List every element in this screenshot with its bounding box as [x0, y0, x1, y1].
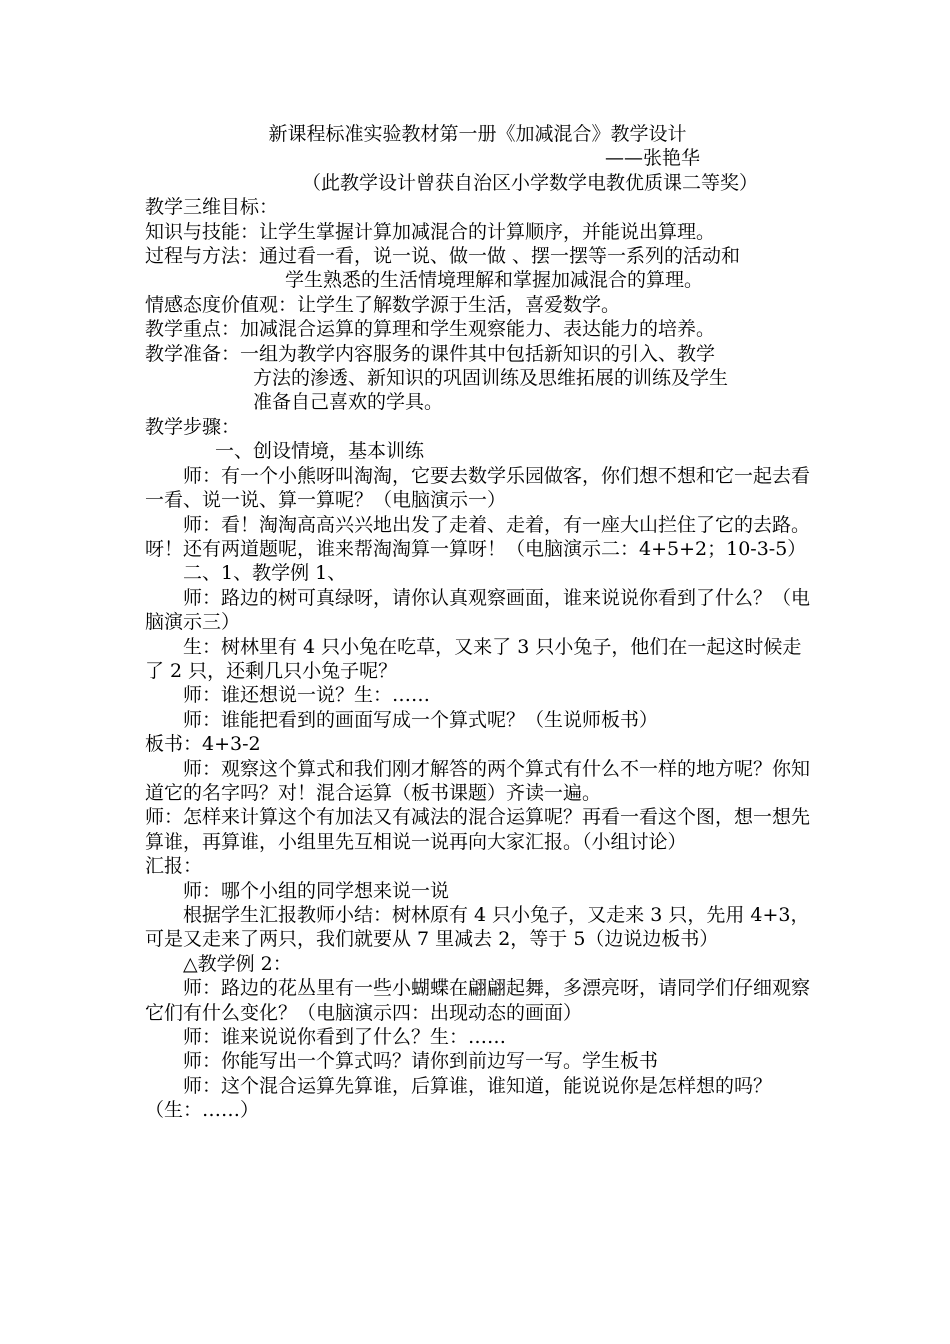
paragraph-9: 师：哪个小组的同学想来说一说	[183, 879, 450, 902]
steps-heading: 教学步骤：	[145, 415, 241, 438]
goal-emotion: 情感态度价值观：让学生了解数学源于生活，喜爱数学。	[145, 293, 621, 316]
paragraph-11: 师：路边的花丛里有一些小蝴蝶在翩翩起舞，多漂亮呀，请同学们仔细观察它们有什么变化？（电脑演示四：出现动态的画面）	[145, 977, 811, 1024]
paragraph-12: 师：谁来说说你看到了什么？生：……	[183, 1026, 507, 1049]
paragraph-13: 师：你能写出一个算式吗？请你到前边写一写。学生板书	[183, 1050, 659, 1073]
paragraph-6: 师：谁能把看到的画面写成一个算式呢？（生说师板书）	[183, 708, 659, 731]
paragraph-8: 师：怎样来计算这个有加法又有减法的混合运算呢？再看一看这个图，想一想先算谁，再算谁，小组里先互相说一说再向大家汇报。（小组讨论）	[145, 806, 811, 853]
doc-author: ——张艳华	[604, 147, 700, 170]
paragraph-2: 师：看！淘淘高高兴兴地出发了走着、走着，有一座大山拦住了它的去路。呀！还有两道题呢，谁来帮淘淘算一算呀！（电脑演示二：4+5+2；10-3-5）	[145, 513, 811, 560]
section-1-heading: 一、创设情境，基本训练	[215, 440, 425, 463]
paragraph-1: 师：有一个小熊呀叫淘淘，它要去数学乐园做客，你们想不想和它一起去看一看、说一说、算一算呢？（电脑演示一）	[145, 464, 811, 512]
doc-award-note: （此教学设计曾获自治区小学数学电教优质课二等奖）	[301, 171, 758, 194]
prep-line2: 方法的渗透、新知识的巩固训练及思维拓展的训练及学生	[253, 367, 729, 390]
prep-line3: 准备自己喜欢的学具。	[253, 391, 444, 414]
goal-process-line2: 学生熟悉的生活情境理解和掌握加减混合的算理。	[285, 269, 704, 292]
paragraph-7: 师：观察这个算式和我们刚才解答的两个算式有什么不一样的地方呢？你知道它的名字吗？对！混合运算（板书课题）齐读一遍。	[145, 757, 811, 804]
prep-line1: 教学准备：一组为教学内容服务的课件其中包括新知识的引入、教学	[145, 342, 716, 365]
paragraph-4: 生：树林里有 4 只小兔在吃草，又来了 3 只小兔子，他们在一起这时候走了 2 只，还剩几只小兔子呢？	[145, 635, 802, 682]
doc-title: 新课程标准实验教材第一册《加减混合》教学设计	[268, 123, 687, 145]
paragraph-14: 师：这个混合运算先算谁，后算谁，谁知道，能说说你是怎样想的吗？（生：……）	[145, 1074, 773, 1122]
key-points: 教学重点：加减混合运算的算理和学生观察能力、表达能力的培养。	[145, 318, 716, 341]
goals-heading: 教学三维目标：	[145, 196, 279, 219]
example-2-heading: △教学例 2：	[183, 952, 292, 975]
board-writing: 板书：4+3-2	[145, 733, 261, 756]
paragraph-3: 师：路边的树可真绿呀，请你认真观察画面，谁来说说你看到了什么？（电脑演示三）	[145, 586, 811, 634]
goal-knowledge: 知识与技能：让学生掌握计算加减混合的计算顺序，并能说出算理。	[145, 220, 716, 243]
section-2-heading: 二、1、教学例 1、	[183, 562, 347, 585]
paragraph-10: 根据学生汇报教师小结：树林原有 4 只小兔子，又走来 3 只，先用 4+3，可是又走来了两只，我们就要从 7 里减去 2，等于 5（边说边板书）	[145, 904, 810, 951]
goal-process-line1: 过程与方法：通过看一看，说一说、做一做 、摆一摆等一系列的活动和	[145, 245, 741, 268]
report-heading: 汇报：	[145, 855, 203, 878]
paragraph-5: 师：谁还想说一说？生：……	[183, 684, 431, 707]
document-page	[145, 122, 810, 1123]
